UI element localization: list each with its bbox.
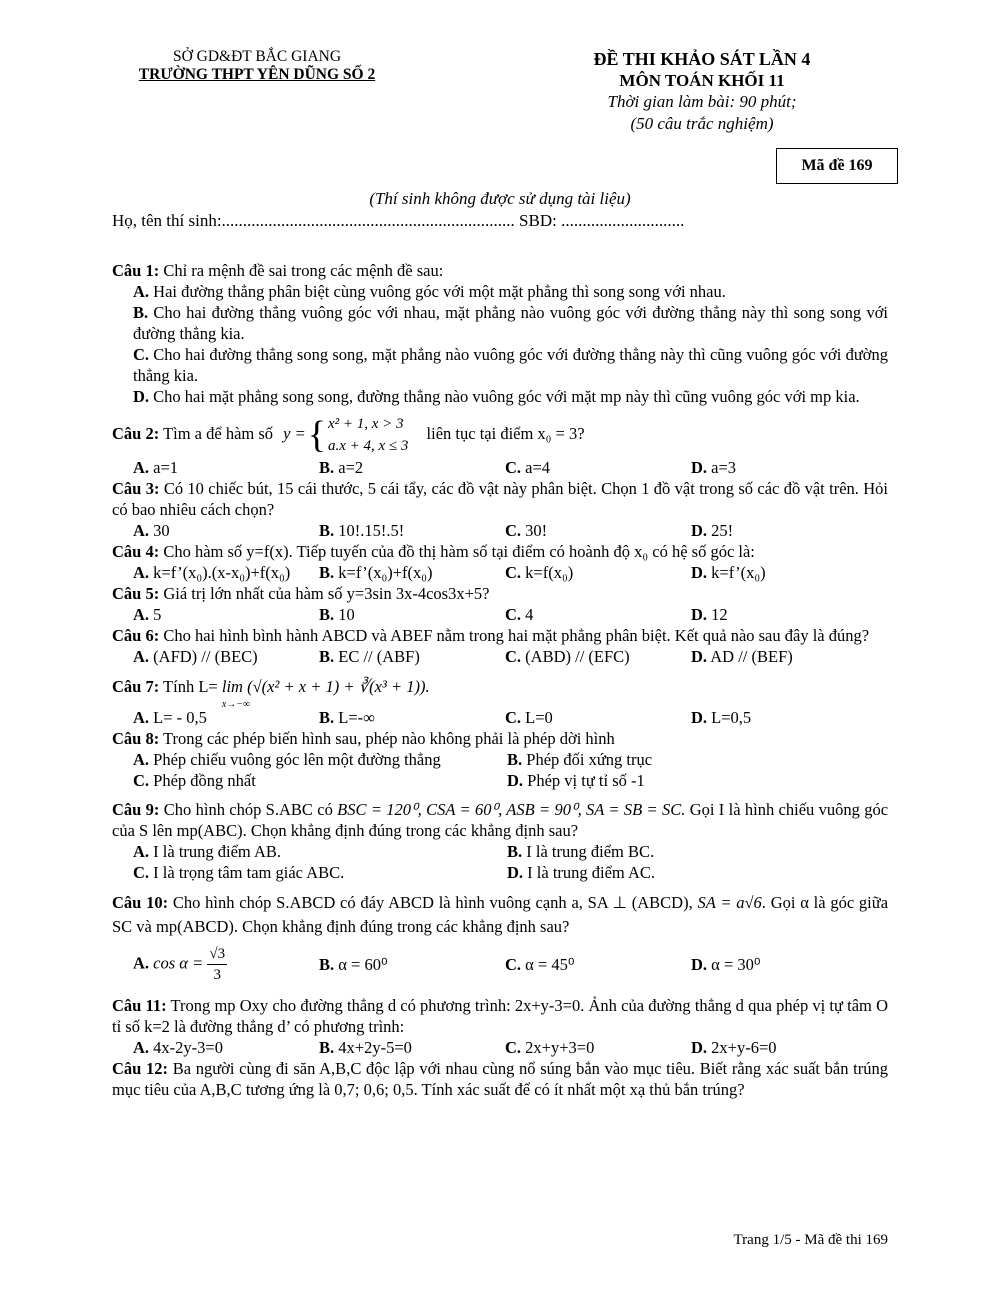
option-label: C.: [505, 1038, 522, 1057]
question-7: [112, 673, 888, 710]
question-text: Giá trị lớn nhất của hàm số y=3sin 3x-4cos3x+5?: [163, 584, 490, 603]
option-b: [319, 707, 505, 728]
option-label: C.: [133, 345, 150, 364]
option-label: D.: [691, 708, 708, 727]
option-text: α = 30⁰: [711, 954, 761, 974]
exam-time: Thời gian làm bài: 90 phút;: [607, 92, 797, 111]
options-row: [112, 457, 888, 478]
brace-icon: {: [307, 414, 326, 456]
option-text: L=0,5: [711, 708, 752, 727]
option-d: [507, 862, 881, 883]
limit-expression: [221, 677, 430, 710]
option-label: A.: [133, 563, 150, 582]
option-label: C.: [505, 605, 522, 624]
exam-title-block: [532, 48, 872, 135]
function-label: y =: [283, 423, 306, 443]
page-footer: Trang 1/5 - Mã đề thi 169: [733, 1232, 888, 1248]
exam-title: ĐỀ THI KHẢO SÁT LẦN 4: [593, 49, 811, 69]
question-2: [112, 413, 888, 457]
option-text: 2x+y+3=0: [525, 1038, 595, 1057]
option-d: [691, 520, 877, 541]
option-label: C.: [133, 863, 150, 882]
option-text: k=f’(x₀).(x-x₀)+f(x₀): [153, 563, 291, 582]
option-a: [133, 604, 319, 625]
option-c: [505, 562, 691, 583]
option-label: C.: [505, 563, 522, 582]
option-text: k=f’(x₀)+f(x₀): [338, 563, 433, 582]
option-text: a=3: [711, 458, 737, 477]
option-d: [507, 770, 881, 791]
option-label: A.: [133, 708, 150, 727]
sa-expression: SA = a√6: [697, 893, 762, 912]
fraction-numerator: √3: [207, 944, 227, 965]
option-c: [133, 770, 507, 791]
option-text: 25!: [711, 521, 734, 540]
option-text: 10: [338, 605, 355, 624]
option-c: [133, 862, 507, 883]
option-text: I là trọng tâm tam giác ABC.: [153, 863, 345, 882]
option-a: [133, 562, 319, 583]
option-label: A.: [133, 458, 150, 477]
option-label: D.: [691, 458, 708, 477]
case-1: x² + 1, x > 3: [328, 416, 404, 432]
options-row: [112, 562, 888, 583]
question-number: Câu 3:: [112, 479, 160, 498]
option-d: [112, 386, 888, 407]
option-text: 30!: [525, 521, 548, 540]
option-label: A.: [133, 647, 150, 666]
option-a: [133, 457, 319, 478]
option-c: [505, 646, 691, 667]
cos-label: cos α =: [153, 952, 204, 972]
option-b: [319, 954, 505, 975]
question-12: [112, 1058, 888, 1100]
option-label: B.: [319, 647, 335, 666]
option-label: B.: [319, 563, 335, 582]
option-text: Phép đồng nhất: [153, 771, 256, 790]
exam-page: [112, 44, 889, 1099]
question-9: [112, 799, 888, 841]
question-text: Chỉ ra mệnh đề sai trong các mệnh đề sau:: [163, 261, 444, 280]
question-text-cont: Gọi I là hình chiếu vuông góc của S lên mp(ABC). Chọn khẳng định đúng trong các khẳng định sau?: [112, 800, 889, 840]
option-label: B.: [319, 521, 335, 540]
option-label: B.: [319, 1038, 335, 1057]
question-text: Tính L=: [163, 677, 218, 696]
option-label: B.: [319, 954, 335, 974]
exam-subject: MÔN TOÁN KHỐI 11: [619, 71, 785, 90]
question-text: Trong các phép biến hình sau, phép nào không phải là phép dời hình: [163, 729, 615, 748]
options-row: [112, 520, 888, 541]
option-text: 2x+y-6=0: [711, 1038, 777, 1057]
exam-header: [112, 44, 888, 230]
option-label: A.: [133, 750, 150, 769]
option-b: [319, 646, 505, 667]
options-row: [112, 646, 888, 667]
option-text: AD // (BEF): [710, 647, 793, 666]
option-text: L= - 0,5: [153, 708, 207, 727]
question-1: [112, 260, 888, 281]
case-2: a.x + 4, x ≤ 3: [328, 438, 409, 454]
limit-subscript: x→−∞: [221, 699, 251, 710]
option-text: 5: [153, 605, 162, 624]
option-a: [133, 1037, 319, 1058]
question-5: [112, 583, 888, 604]
option-text: Cho hai đường thẳng song song, mặt phẳng nào vuông góc với đường thẳng này thì cũng vuông góc với đường thẳng kia.: [133, 345, 889, 385]
option-text: Cho hai đường thẳng vuông góc với nhau, mặt phẳng nào vuông góc với đường thẳng này thì song song với đường thẳng kia.: [133, 303, 889, 343]
question-text: Có 10 chiếc bút, 15 cái thước, 5 cái tẩy, các đồ vật này phân biệt. Chọn 1 đồ vật trong số các đồ vật trên. Hỏi có bao nhiêu cách chọn?: [112, 479, 888, 519]
option-label: D.: [691, 1038, 708, 1057]
option-label: D.: [691, 954, 708, 974]
option-b: [319, 457, 505, 478]
option-text: α = 60⁰: [338, 954, 388, 974]
question-text: Cho hàm số y=f(x). Tiếp tuyến của đồ thị hàm số tại điểm có hoành độ x₀ có hệ số góc là:: [163, 542, 755, 561]
option-label: A.: [133, 605, 150, 624]
option-text: 10!.15!.5!: [338, 521, 405, 540]
question-number: Câu 9:: [112, 800, 160, 819]
limit-formula: lim (√(x² + x + 1) + ∛(x³ + 1)).: [221, 677, 430, 696]
option-label: B.: [507, 750, 523, 769]
option-text: 4x-2y-3=0: [153, 1038, 223, 1057]
question-4: [112, 541, 888, 562]
school-block: [112, 48, 402, 84]
option-a: [133, 749, 507, 770]
option-text: a=1: [153, 458, 179, 477]
option-text: (AFD) // (BEC): [153, 647, 258, 666]
option-text: a=4: [525, 458, 551, 477]
option-label: A.: [133, 521, 150, 540]
option-a: [133, 646, 319, 667]
option-d: [691, 562, 877, 583]
question-number: Câu 2:: [112, 423, 160, 443]
option-text: Cho hai mặt phẳng song song, đường thẳng nào vuông góc với mặt mp này thì cũng vuông góc với mp kia.: [153, 387, 860, 406]
question-8: [112, 728, 888, 749]
option-label: C.: [133, 771, 150, 790]
option-b: [319, 604, 505, 625]
option-text: k=f’(x₀): [711, 563, 766, 582]
option-label: D.: [691, 521, 708, 540]
option-d: [691, 457, 877, 478]
department-name: SỞ GD&ĐT BẮC GIANG: [172, 48, 342, 65]
option-label: D.: [691, 647, 708, 666]
question-number: Câu 6:: [112, 626, 160, 645]
option-c: [505, 457, 691, 478]
option-d: [691, 954, 877, 975]
fraction: [207, 944, 227, 985]
candidate-name-line: Họ, tên thí sinh:..................................................................... SBD: .............................: [112, 211, 685, 230]
option-label: A.: [133, 282, 150, 301]
option-label: D.: [507, 771, 524, 790]
option-label: D.: [507, 863, 524, 882]
question-tail: liên tục tại điểm x₀ = 3?: [426, 423, 585, 443]
option-text: 4x+2y-5=0: [338, 1038, 412, 1057]
question-text: Trong mp Oxy cho đường thẳng d có phương trình: 2x+y-3=0. Ảnh của đường thẳng d qua phép vị tự tâm O tỉ số k=2 là đường thẳng d’ có phương trình:: [112, 996, 888, 1036]
option-label: B.: [507, 842, 523, 861]
question-text: Cho hai hình bình hành ABCD và ABEF nằm trong hai mặt phẳng phân biệt. Kết quả nào sau đây là đúng?: [163, 626, 870, 645]
options-row: [112, 770, 888, 791]
question-number: Câu 11:: [112, 996, 167, 1015]
option-text: 12: [711, 605, 728, 624]
option-label: A.: [133, 952, 150, 972]
option-d: [691, 707, 877, 728]
question-number: Câu 1:: [112, 261, 160, 280]
option-d: [691, 646, 877, 667]
piecewise-cases: [328, 413, 408, 457]
option-text: Hai đường thẳng phân biệt cùng vuông góc với một mặt phẳng thì song song với nhau.: [153, 282, 726, 301]
exam-question-count: (50 câu trắc nghiệm): [630, 114, 774, 133]
option-text: a=2: [338, 458, 364, 477]
option-label: B.: [319, 458, 335, 477]
option-b: [319, 1037, 505, 1058]
options-row: [112, 841, 888, 862]
question-number: Câu 7:: [112, 677, 160, 696]
fraction-denominator: 3: [213, 966, 221, 983]
option-text: α = 45⁰: [525, 954, 575, 974]
question-number: Câu 4:: [112, 542, 160, 561]
question-number: Câu 10:: [112, 893, 169, 912]
question-11: [112, 995, 888, 1037]
option-label: C.: [505, 954, 522, 974]
option-label: D.: [133, 387, 150, 406]
option-c: [505, 520, 691, 541]
question-number: Câu 8:: [112, 729, 160, 748]
question-text: Cho hình chóp S.ABC có: [163, 800, 333, 819]
question-text-cont: . Gọi α là góc giữa SC và mp(ABCD). Chọn khẳng định đúng trong các khẳng định sau?: [112, 893, 889, 936]
option-text: Phép chiếu vuông góc lên một đường thẳng: [153, 750, 441, 769]
angle-expression: BSC = 120⁰, CSA = 60⁰, ASB = 90⁰, SA = SB = SC.: [337, 800, 686, 819]
question-3: [112, 478, 888, 520]
option-label: B.: [319, 708, 335, 727]
option-text: EC // (ABF): [338, 647, 420, 666]
option-label: B.: [319, 605, 335, 624]
options-row: [112, 862, 888, 883]
question-10: [112, 891, 888, 939]
option-label: C.: [505, 521, 522, 540]
option-c: [505, 707, 691, 728]
question-number: Câu 5:: [112, 584, 160, 603]
option-c: [505, 954, 691, 975]
option-a: [133, 520, 319, 541]
option-label: A.: [133, 842, 150, 861]
question-text: Cho hình chóp S.ABCD có đáy ABCD là hình vuông cạnh a, SA ⊥ (ABCD),: [172, 893, 693, 912]
option-c: [112, 344, 888, 386]
option-label: C.: [505, 458, 522, 477]
option-b: [507, 841, 881, 862]
options-row: [112, 1037, 888, 1058]
option-text: k=f(x₀): [525, 563, 574, 582]
option-text: 4: [525, 605, 534, 624]
option-label: B.: [133, 303, 149, 322]
option-text: I là trung điểm AC.: [527, 863, 656, 882]
question-text: Tìm a để hàm số: [163, 423, 274, 443]
exam-code-box: Mã đề 169: [776, 148, 898, 184]
option-text: I là trung điểm AB.: [153, 842, 282, 861]
option-text: (ABD) // (EFC): [525, 647, 630, 666]
option-a: [133, 841, 507, 862]
option-text: L=-∞: [338, 708, 375, 727]
exam-note: (Thí sinh không được sử dụng tài liệu): [369, 189, 631, 208]
option-b: [112, 302, 888, 344]
option-text: Phép đối xứng trục: [526, 750, 653, 769]
option-text: 30: [153, 521, 170, 540]
option-c: [505, 604, 691, 625]
school-name: TRƯỜNG THPT YÊN DŨNG SỐ 2: [138, 66, 376, 83]
option-label: D.: [691, 605, 708, 624]
option-label: C.: [505, 708, 522, 727]
option-b: [507, 749, 881, 770]
option-text: L=0: [525, 708, 553, 727]
option-d: [691, 1037, 877, 1058]
option-label: D.: [691, 563, 708, 582]
option-d: [691, 604, 877, 625]
option-b: [319, 562, 505, 583]
question-6: [112, 625, 888, 646]
options-row: [112, 749, 888, 770]
option-a: [133, 944, 319, 985]
question-text: Ba người cùng đi săn A,B,C độc lập với nhau cùng nổ súng bắn vào mục tiêu. Biết rằng xác suất bắn trúng mục tiêu của A,B,C tương ứng là 0,7; 0,6; 0,5. Tính xác suất để có ít nhất một xạ thủ bắn trúng?: [112, 1059, 889, 1099]
option-label: C.: [505, 647, 522, 666]
option-text: I là trung điểm BC.: [526, 842, 655, 861]
option-b: [319, 520, 505, 541]
question-number: Câu 12:: [112, 1059, 169, 1078]
options-row: [112, 604, 888, 625]
option-label: A.: [133, 1038, 150, 1057]
option-c: [505, 1037, 691, 1058]
options-row: [112, 939, 888, 989]
option-text: Phép vị tự tỉ số -1: [527, 771, 645, 790]
option-a: [112, 281, 888, 302]
question-list: [112, 260, 888, 1100]
